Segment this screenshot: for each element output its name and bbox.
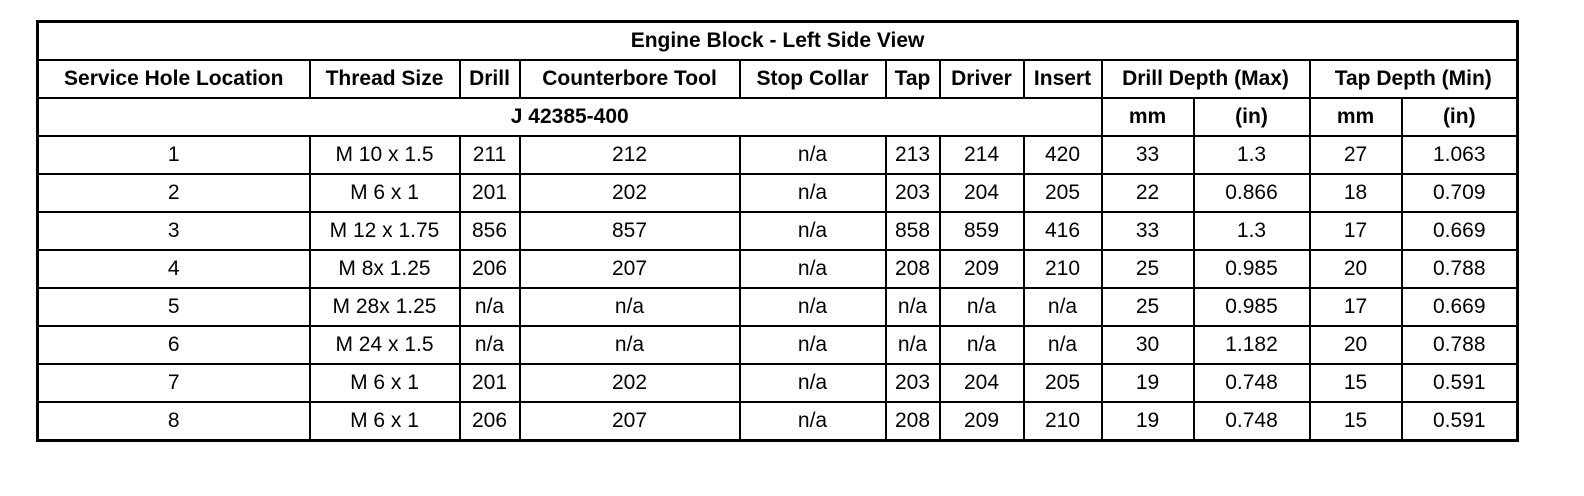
cell-drill: 856 xyxy=(460,212,520,250)
cell-tap-depth-mm: 27 xyxy=(1310,136,1402,174)
cell-insert: 420 xyxy=(1024,136,1102,174)
cell-drill: 211 xyxy=(460,136,520,174)
cell-drill: n/a xyxy=(460,288,520,326)
cell-driver: n/a xyxy=(940,288,1024,326)
cell-drill: 206 xyxy=(460,402,520,441)
cell-stop-collar: n/a xyxy=(740,288,886,326)
cell-drill-depth-in: 0.748 xyxy=(1194,364,1310,402)
table-body xyxy=(38,136,1518,441)
cell-tap: n/a xyxy=(886,326,940,364)
cell-tap-depth-in: 0.788 xyxy=(1402,250,1518,288)
cell-tap-depth-mm: 20 xyxy=(1310,326,1402,364)
table-row xyxy=(38,212,1518,250)
cell-insert: 416 xyxy=(1024,212,1102,250)
col-header-tap: Tap xyxy=(886,60,940,98)
cell-insert: n/a xyxy=(1024,288,1102,326)
cell-drill-depth-in: 1.3 xyxy=(1194,136,1310,174)
cell-tap-depth-in: 1.063 xyxy=(1402,136,1518,174)
kit-number: J 42385-400 xyxy=(38,98,1102,136)
cell-counterbore-tool: n/a xyxy=(520,288,740,326)
table-container xyxy=(36,20,1519,442)
cell-insert: 205 xyxy=(1024,364,1102,402)
cell-counterbore-tool: 207 xyxy=(520,402,740,441)
header-row xyxy=(38,60,1518,98)
cell-tap-depth-in: 0.788 xyxy=(1402,326,1518,364)
cell-counterbore-tool: 202 xyxy=(520,174,740,212)
cell-tap-depth-in: 0.709 xyxy=(1402,174,1518,212)
cell-counterbore-tool: 212 xyxy=(520,136,740,174)
col-header-driver: Driver xyxy=(940,60,1024,98)
unit-drill-in: (in) xyxy=(1194,98,1310,136)
table-row xyxy=(38,174,1518,212)
cell-insert: 210 xyxy=(1024,250,1102,288)
cell-tap-depth-mm: 17 xyxy=(1310,288,1402,326)
cell-thread-size: M 6 x 1 xyxy=(310,174,460,212)
cell-thread-size: M 12 x 1.75 xyxy=(310,212,460,250)
table-row xyxy=(38,288,1518,326)
col-header-drill: Drill xyxy=(460,60,520,98)
cell-drill-depth-mm: 25 xyxy=(1102,288,1194,326)
cell-drill-depth-in: 1.3 xyxy=(1194,212,1310,250)
cell-insert: 205 xyxy=(1024,174,1102,212)
cell-stop-collar: n/a xyxy=(740,326,886,364)
cell-tap-depth-mm: 15 xyxy=(1310,364,1402,402)
cell-location: 5 xyxy=(38,288,310,326)
cell-thread-size: M 28x 1.25 xyxy=(310,288,460,326)
cell-drill-depth-in: 0.866 xyxy=(1194,174,1310,212)
cell-stop-collar: n/a xyxy=(740,250,886,288)
cell-drill: 206 xyxy=(460,250,520,288)
cell-tap-depth-in: 0.591 xyxy=(1402,364,1518,402)
cell-tap-depth-mm: 17 xyxy=(1310,212,1402,250)
cell-driver: 209 xyxy=(940,250,1024,288)
col-header-counterbore-tool: Counterbore Tool xyxy=(520,60,740,98)
cell-insert: n/a xyxy=(1024,326,1102,364)
cell-stop-collar: n/a xyxy=(740,402,886,441)
cell-drill: 201 xyxy=(460,174,520,212)
cell-drill-depth-mm: 22 xyxy=(1102,174,1194,212)
table-title: Engine Block - Left Side View xyxy=(38,22,1518,61)
cell-counterbore-tool: 857 xyxy=(520,212,740,250)
cell-drill-depth-mm: 30 xyxy=(1102,326,1194,364)
cell-tap: 213 xyxy=(886,136,940,174)
cell-drill-depth-mm: 33 xyxy=(1102,136,1194,174)
cell-tap-depth-mm: 20 xyxy=(1310,250,1402,288)
cell-tap-depth-mm: 15 xyxy=(1310,402,1402,441)
cell-stop-collar: n/a xyxy=(740,136,886,174)
col-header-insert: Insert xyxy=(1024,60,1102,98)
cell-location: 7 xyxy=(38,364,310,402)
col-header-tap-depth: Tap Depth (Min) xyxy=(1310,60,1518,98)
cell-location: 2 xyxy=(38,174,310,212)
cell-stop-collar: n/a xyxy=(740,364,886,402)
cell-drill-depth-in: 0.985 xyxy=(1194,288,1310,326)
cell-location: 6 xyxy=(38,326,310,364)
col-header-stop-collar: Stop Collar xyxy=(740,60,886,98)
cell-driver: 204 xyxy=(940,364,1024,402)
cell-driver: 214 xyxy=(940,136,1024,174)
cell-tap-depth-mm: 18 xyxy=(1310,174,1402,212)
cell-drill-depth-in: 0.748 xyxy=(1194,402,1310,441)
cell-thread-size: M 6 x 1 xyxy=(310,402,460,441)
unit-tap-mm: mm xyxy=(1310,98,1402,136)
cell-tap: 203 xyxy=(886,364,940,402)
cell-tap-depth-in: 0.669 xyxy=(1402,288,1518,326)
col-header-location: Service Hole Location xyxy=(38,60,310,98)
cell-drill-depth-in: 0.985 xyxy=(1194,250,1310,288)
cell-thread-size: M 24 x 1.5 xyxy=(310,326,460,364)
cell-stop-collar: n/a xyxy=(740,174,886,212)
cell-counterbore-tool: 202 xyxy=(520,364,740,402)
table-row xyxy=(38,136,1518,174)
cell-drill: n/a xyxy=(460,326,520,364)
cell-driver: 204 xyxy=(940,174,1024,212)
cell-drill-depth-mm: 19 xyxy=(1102,402,1194,441)
table-row xyxy=(38,326,1518,364)
cell-thread-size: M 6 x 1 xyxy=(310,364,460,402)
cell-drill: 201 xyxy=(460,364,520,402)
table-row xyxy=(38,402,1518,441)
cell-tap: 858 xyxy=(886,212,940,250)
cell-location: 3 xyxy=(38,212,310,250)
subheader-row xyxy=(38,98,1518,136)
cell-driver: 859 xyxy=(940,212,1024,250)
cell-insert: 210 xyxy=(1024,402,1102,441)
unit-drill-mm: mm xyxy=(1102,98,1194,136)
cell-tap: n/a xyxy=(886,288,940,326)
table-row xyxy=(38,250,1518,288)
cell-driver: 209 xyxy=(940,402,1024,441)
cell-thread-size: M 8x 1.25 xyxy=(310,250,460,288)
cell-drill-depth-in: 1.182 xyxy=(1194,326,1310,364)
cell-tap-depth-in: 0.669 xyxy=(1402,212,1518,250)
cell-tap: 208 xyxy=(886,402,940,441)
cell-drill-depth-mm: 19 xyxy=(1102,364,1194,402)
cell-stop-collar: n/a xyxy=(740,212,886,250)
engine-block-table xyxy=(36,20,1519,442)
col-header-drill-depth: Drill Depth (Max) xyxy=(1102,60,1310,98)
cell-driver: n/a xyxy=(940,326,1024,364)
cell-counterbore-tool: n/a xyxy=(520,326,740,364)
cell-tap: 203 xyxy=(886,174,940,212)
col-header-thread-size: Thread Size xyxy=(310,60,460,98)
cell-location: 4 xyxy=(38,250,310,288)
table-row xyxy=(38,364,1518,402)
cell-drill-depth-mm: 33 xyxy=(1102,212,1194,250)
unit-tap-in: (in) xyxy=(1402,98,1518,136)
cell-location: 1 xyxy=(38,136,310,174)
cell-location: 8 xyxy=(38,402,310,441)
cell-thread-size: M 10 x 1.5 xyxy=(310,136,460,174)
cell-tap-depth-in: 0.591 xyxy=(1402,402,1518,441)
cell-drill-depth-mm: 25 xyxy=(1102,250,1194,288)
cell-tap: 208 xyxy=(886,250,940,288)
cell-counterbore-tool: 207 xyxy=(520,250,740,288)
